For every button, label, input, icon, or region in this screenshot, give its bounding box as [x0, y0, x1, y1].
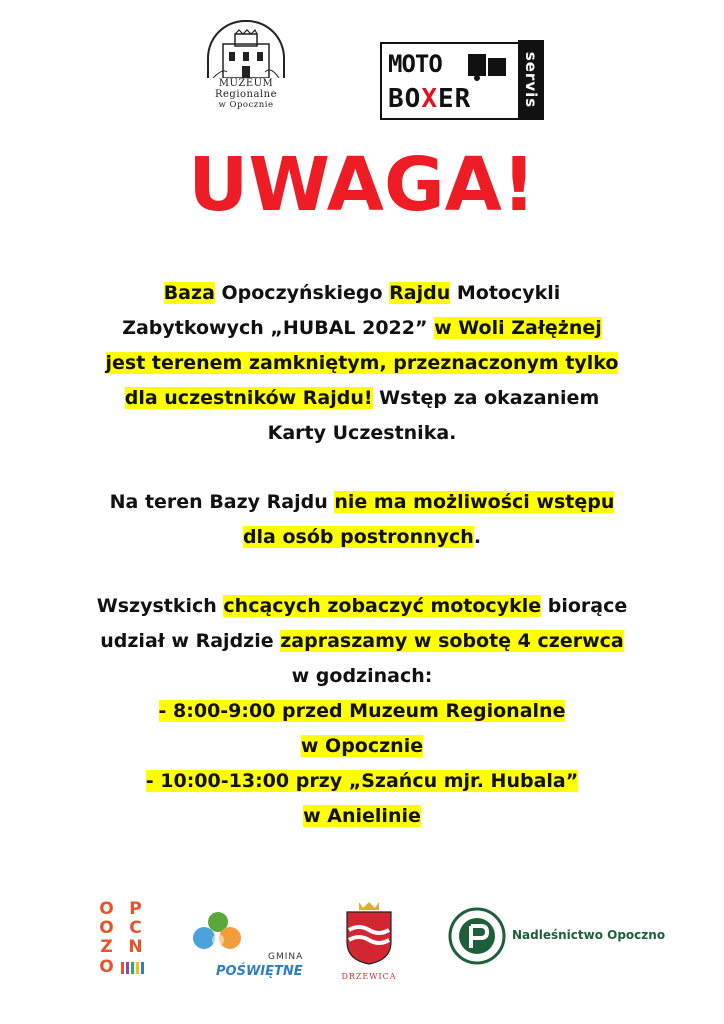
servis-label: servis	[518, 40, 544, 120]
museum-logo	[204, 20, 288, 124]
museum-name-line3: w Opocznie	[218, 100, 274, 110]
moto-text: MOTO	[388, 50, 442, 78]
museum-building-icon	[207, 20, 285, 78]
museum-name-line2: Regionalne	[214, 89, 278, 100]
para3-line3: w godzinach:	[291, 665, 433, 687]
para3-line2: udział w Rajdzie zapraszamy w sobotę 4 czerwca	[100, 630, 624, 652]
para1-line2: Zabytkowych „HUBAL 2022” w Woli Załężnej	[122, 317, 602, 339]
museum-name-line1: MUZEUM	[218, 78, 274, 89]
opoczno-logo: O P O C Z N O	[99, 899, 143, 977]
engine-icon	[462, 50, 512, 82]
gmina-poswietne-logo: GMINA POŚWIĘTNE	[190, 908, 300, 972]
para3-line5: w Opocznie	[300, 735, 424, 757]
para3-line4: - 8:00-9:00 przed Muzeum Regionalne	[158, 700, 566, 722]
moto-boxer-logo	[380, 40, 546, 124]
para1-line4: dla uczestników Rajdu! Wstęp za okazaniem	[124, 387, 600, 409]
sponsor-logos	[0, 892, 724, 1002]
tree-circles-icon	[190, 908, 246, 954]
para3-line1: Wszystkich chcących zobaczyć motocykle biorące	[96, 595, 628, 617]
para3-line6: - 10:00-13:00 przy „Szańcu mjr. Hubala”	[145, 770, 579, 792]
para2-line1: Na teren Bazy Rajdu nie ma możliwości wstępu	[109, 491, 615, 513]
para1-line3: jest terenem zamkniętym, przeznaczonym tylko	[105, 352, 619, 374]
nadlesnictwo-label: Nadleśnictwo Opoczno	[512, 928, 666, 942]
forest-emblem-icon	[447, 906, 507, 966]
para2-line2: dla osób postronnych.	[242, 526, 482, 548]
para3-line7: w Anielinie	[303, 805, 421, 827]
lasy-panstwowe-logo	[447, 906, 507, 966]
coat-of-arms-icon	[341, 898, 397, 966]
notice-content	[0, 276, 724, 834]
para1-line5: Karty Uczestnika.	[267, 422, 457, 444]
drzewica-coat-of-arms: DRZEWICA	[338, 898, 400, 982]
para1-line1: Baza Opoczyńskiego Rajdu Motocykli	[163, 282, 561, 304]
headline-uwaga: UWAGA!	[188, 142, 536, 228]
boxer-text: BOXER	[388, 84, 472, 114]
color-stripes-icon	[121, 962, 144, 974]
